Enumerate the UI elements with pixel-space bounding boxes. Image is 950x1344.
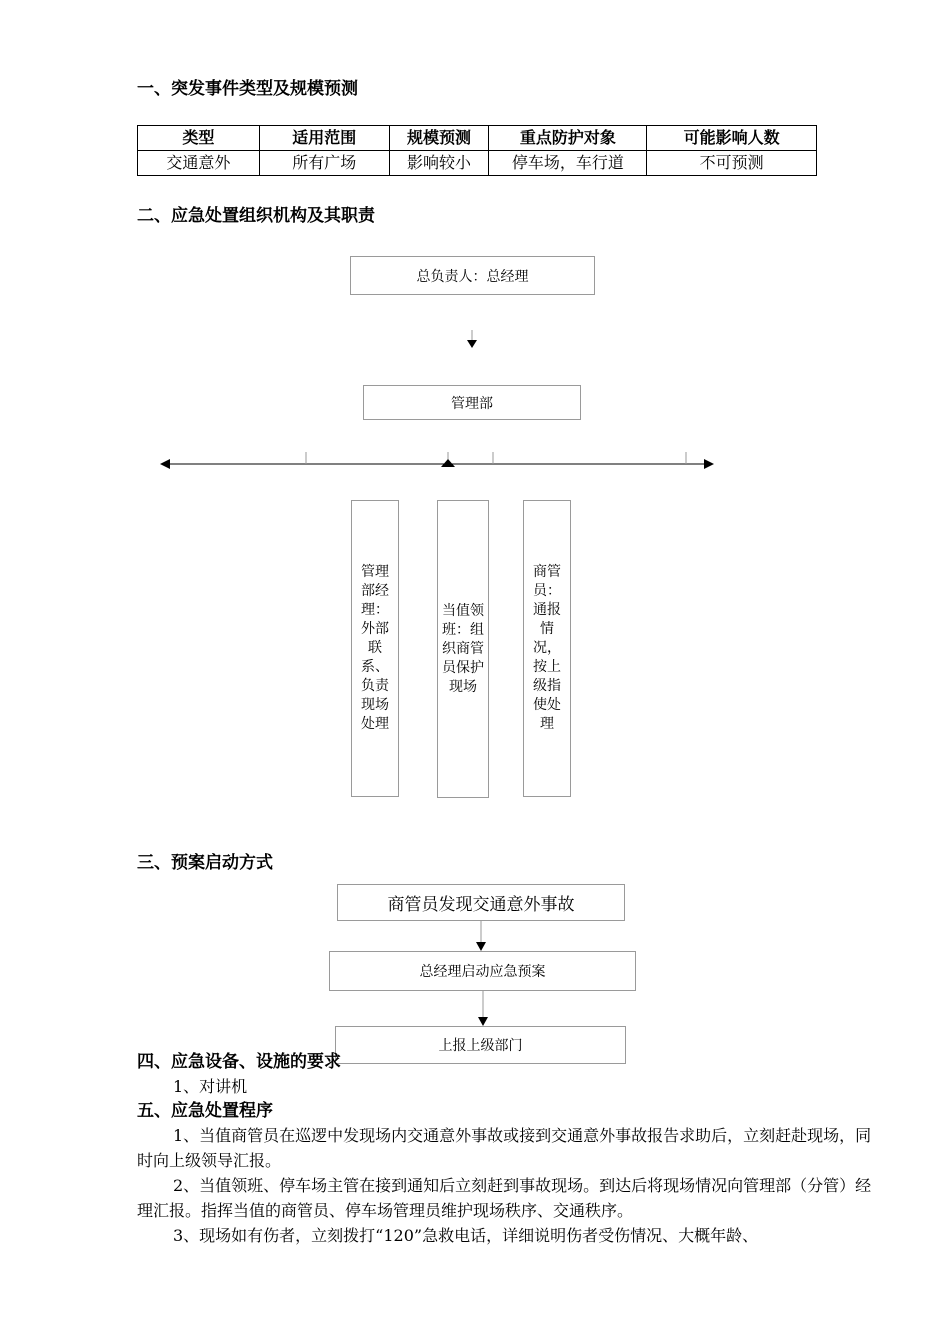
org-dept-box: 管理部	[363, 385, 581, 420]
table-header: 可能影响人数	[647, 126, 817, 151]
table-cell: 停车场，车行道	[489, 151, 647, 176]
org-top-box: 总负责人：总经理	[350, 256, 595, 295]
section5-heading: 五、应急处置程序	[137, 1101, 273, 1121]
arrow-down-icon	[467, 340, 477, 348]
procedure-text	[137, 1123, 885, 1248]
org-role-box: 当值领班：组织商管员保护现场	[437, 500, 489, 798]
table-header: 适用范围	[259, 126, 389, 151]
arrow-down-icon	[476, 942, 486, 951]
flow-step-box: 商管员发现交通意外事故	[337, 884, 625, 921]
arrow-left-icon	[160, 459, 170, 469]
table-header: 规模预测	[389, 126, 489, 151]
procedure-paragraph: 1、当值商管员在巡逻中发现场内交通意外事故或接到交通意外事故报告求助后，立刻赶赴现场，同时向上级领导汇报。	[137, 1126, 872, 1170]
arrow-up-icon	[441, 459, 455, 467]
arrow-down-icon	[478, 1017, 488, 1026]
table-cell: 影响较小	[389, 151, 489, 176]
org-role-box: 管理部经理：外部联系、负责现场处理	[351, 500, 399, 797]
flow-step-box: 总经理启动应急预案	[329, 951, 636, 991]
org-role-box: 商管员：通报情况，按上级指使处理	[523, 500, 571, 797]
section4-heading: 四、应急设备、设施的要求	[137, 1052, 341, 1072]
table-cell: 所有广场	[259, 151, 389, 176]
procedure-paragraph: 2、当值领班、停车场主管在接到通知后立刻赶到事故现场。到达后将现场情况向管理部（分管）经理汇报。指挥当值的商管员、停车场管理员维护现场秩序、交通秩序。	[137, 1176, 872, 1220]
table-cell: 交通意外	[138, 151, 260, 176]
procedure-paragraph: 3、现场如有伤者，立刻拨打“120”急救电话，详细说明伤者受伤情况、大概年龄、	[173, 1226, 759, 1245]
section3-heading: 三、预案启动方式	[137, 853, 273, 873]
table-cell: 不可预测	[647, 151, 817, 176]
table-header: 类型	[138, 126, 260, 151]
section2-heading: 二、应急处置组织机构及其职责	[137, 206, 375, 226]
equipment-item: 1、对讲机	[173, 1077, 248, 1096]
flow-step-box: 上报上级部门	[335, 1026, 626, 1064]
section1-heading: 一、突发事件类型及规模预测	[137, 79, 358, 99]
arrow-right-icon	[704, 459, 714, 469]
table-header: 重点防护对象	[489, 126, 647, 151]
